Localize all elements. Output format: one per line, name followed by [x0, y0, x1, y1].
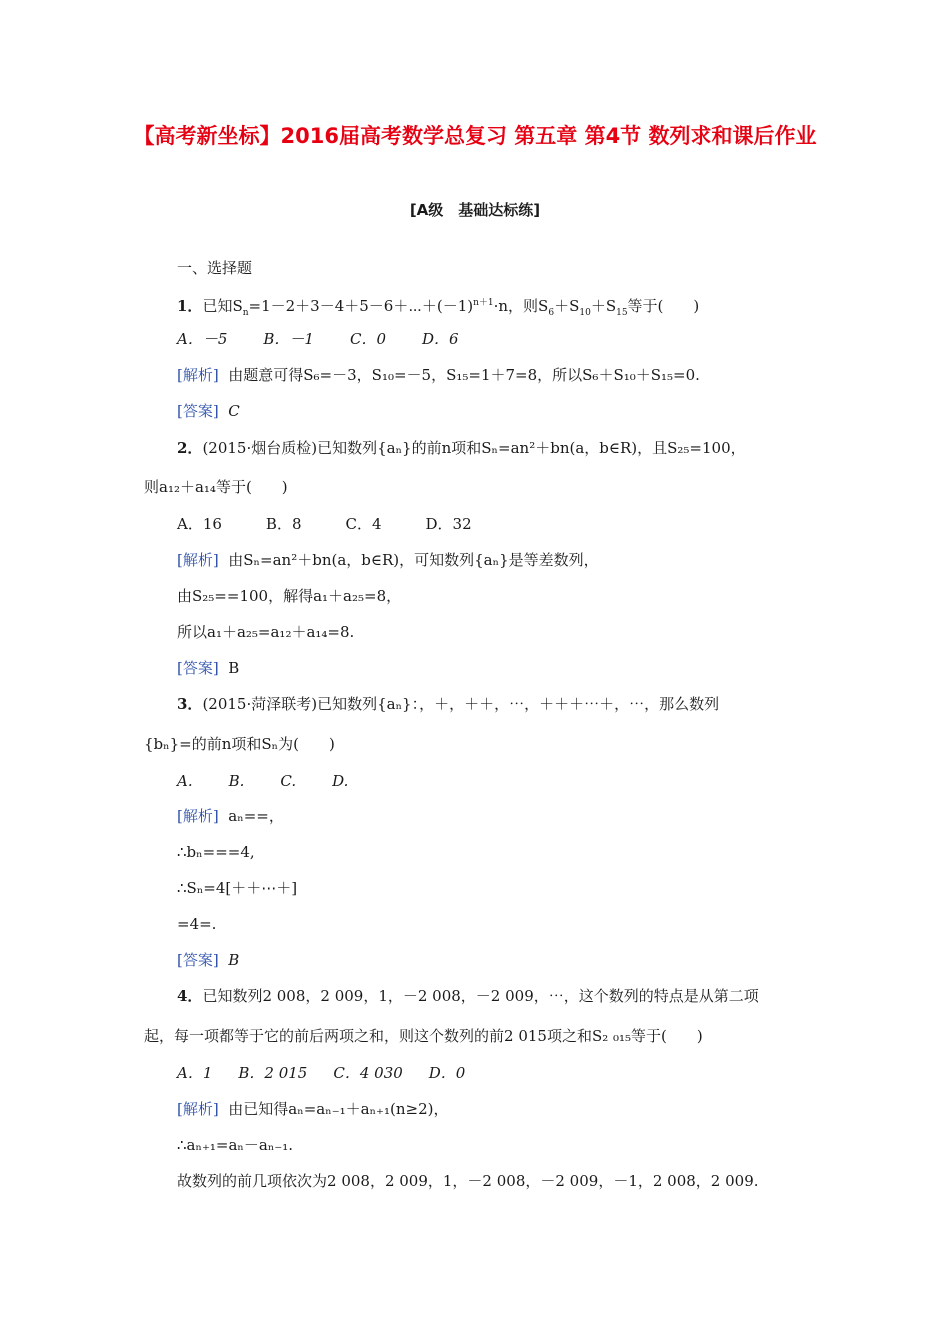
- option-c: C．0: [349, 330, 386, 348]
- analysis-line: ∴Sₙ=4[＋＋⋯＋]: [177, 879, 298, 897]
- question-2-answer: [177, 658, 239, 678]
- document-title: 【高考新坐标】2016届高考数学总复习 第五章 第4节 数列求和课后作业: [133, 124, 817, 148]
- question-number: 4．: [177, 987, 203, 1005]
- question-1: 1．已知$S_n=1-2+3-4+5-6+\cdots+(-1)^{n+1}\cdot n$，则$S_6+S_{10}+S_{15}$等于( ): [177, 297, 700, 318]
- question-text: =1－2＋3－4＋5－6＋⋯＋(－1): [248, 297, 474, 315]
- option-b: B．－1: [263, 330, 314, 348]
- question-text: 已知数列2 008，2 009，1，－2 008，－2 009，⋯，这个数列的特点是从第二项: [202, 987, 759, 1005]
- section-heading: 一、选择题: [177, 259, 253, 277]
- answer-tag: [答案]: [177, 402, 219, 420]
- answer-text: B: [228, 951, 240, 969]
- question-4-options: [177, 1063, 465, 1083]
- option-d: D．0: [428, 1064, 466, 1082]
- analysis-text: 由题意可得S₆=－3，S₁₀=－5，S₁₅=1＋7=8，所以S₆＋S₁₀＋S₁₅=0.: [228, 366, 700, 384]
- question-1-options: [177, 329, 459, 349]
- question-1-answer: [177, 401, 240, 421]
- analysis-tag: [解析]: [177, 807, 219, 825]
- option-d: D．32: [425, 515, 472, 533]
- question-3-continued: {bₙ}=的前n项和Sₙ为( ): [144, 735, 335, 753]
- analysis-text: 由已知得aₙ=aₙ₋₁＋aₙ₊₁(n≥2)，: [228, 1100, 449, 1118]
- analysis-tag: [解析]: [177, 1100, 219, 1118]
- analysis-line: =4=.: [177, 915, 217, 933]
- question-text: (2015·烟台质检)已知数列{aₙ}的前n项和Sₙ=an²＋bn(a，b∈R)，且S₂₅=100，: [202, 439, 746, 457]
- option-a: A.: [177, 772, 193, 790]
- question-4: [177, 986, 759, 1006]
- question-2-analysis: [177, 550, 599, 570]
- question-2-options: [177, 514, 472, 534]
- analysis-tag: [解析]: [177, 366, 219, 384]
- section-subtitle: [A级 基础达标练]: [409, 201, 541, 219]
- question-text: ＋S: [590, 297, 617, 315]
- option-d: D.: [332, 772, 349, 790]
- option-b: B.: [228, 772, 245, 790]
- option-b: B．2 015: [238, 1064, 308, 1082]
- analysis-line: 由S₂₅==100，解得a₁＋a₂₅=8，: [177, 587, 402, 605]
- question-text: ＋S: [554, 297, 580, 315]
- question-text: ·n，则S: [493, 297, 549, 315]
- analysis-line: 故数列的前几项依次为2 008，2 009，1，－2 008，－2 009，－1，2 008，2 009.: [177, 1172, 759, 1190]
- question-3-answer: [177, 950, 239, 970]
- question-3: [177, 694, 719, 714]
- question-4-continued: 起，每一项都等于它的前后两项之和，则这个数列的前2 015项之和S₂ ₀₁₅等于( ): [144, 1027, 703, 1045]
- analysis-line: ∴aₙ₊₁=aₙ－aₙ₋₁.: [177, 1136, 294, 1154]
- question-3-analysis: [177, 806, 284, 826]
- option-b: B．8: [265, 515, 302, 533]
- question-4-analysis: [177, 1099, 448, 1119]
- option-d: D．6: [422, 330, 459, 348]
- option-c: C.: [280, 772, 297, 790]
- analysis-line: ∴bₙ===4,: [177, 843, 255, 861]
- question-1-analysis: [177, 365, 700, 385]
- analysis-text: aₙ==，: [228, 807, 284, 825]
- question-text: 已知S: [202, 297, 243, 315]
- question-text: 等于( ): [627, 297, 700, 315]
- question-number: 1．: [177, 297, 203, 315]
- option-c: C．4: [345, 515, 382, 533]
- option-a: A．1: [177, 1064, 213, 1082]
- question-3-options: [177, 771, 348, 791]
- question-2: [177, 438, 746, 458]
- option-a: A．16: [177, 515, 222, 533]
- answer-tag: [答案]: [177, 659, 219, 677]
- answer-text: B: [228, 659, 240, 677]
- analysis-tag: [解析]: [177, 551, 219, 569]
- answer-tag: [答案]: [177, 951, 219, 969]
- question-number: 2．: [177, 439, 203, 457]
- option-a: A．－5: [177, 330, 228, 348]
- analysis-text: 由Sₙ=an²＋bn(a，b∈R)，可知数列{aₙ}是等差数列，: [228, 551, 599, 569]
- option-c: C．4 030: [333, 1064, 403, 1082]
- question-number: 3．: [177, 695, 203, 713]
- question-2-continued: 则a₁₂＋a₁₄等于( ): [144, 478, 288, 496]
- answer-text: C: [228, 402, 240, 420]
- question-text: (2015·菏泽联考)已知数列{aₙ}：，＋，＋＋，⋯，＋＋＋⋯＋，⋯，那么数列: [202, 695, 720, 713]
- analysis-line: 所以a₁＋a₂₅=a₁₂＋a₁₄=8.: [177, 623, 355, 641]
